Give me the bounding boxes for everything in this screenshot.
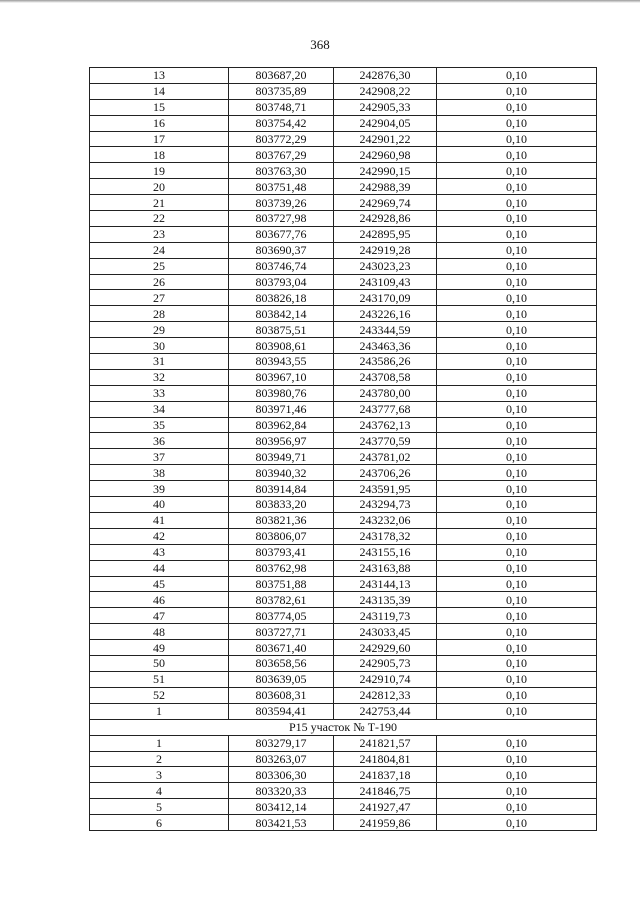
accuracy-cell: 0,10 [437, 258, 597, 274]
table-row [90, 512, 597, 528]
x-coordinate-cell: 803263,07 [229, 751, 334, 767]
y-coordinate-cell: 243463,36 [334, 338, 437, 354]
accuracy-cell: 0,10 [437, 354, 597, 370]
table-row [90, 226, 597, 242]
x-coordinate-cell: 803751,48 [229, 179, 334, 195]
x-coordinate-cell: 803754,42 [229, 115, 334, 131]
table-row [90, 211, 597, 227]
table-row [90, 99, 597, 115]
point-number-cell: 21 [90, 195, 229, 211]
y-coordinate-cell: 242905,33 [334, 99, 437, 115]
point-number-cell: 31 [90, 354, 229, 370]
y-coordinate-cell: 243170,09 [334, 290, 437, 306]
y-coordinate-cell: 241837,18 [334, 767, 437, 783]
point-number-cell: 27 [90, 290, 229, 306]
accuracy-cell: 0,10 [437, 640, 597, 656]
x-coordinate-cell: 803608,31 [229, 687, 334, 703]
x-coordinate-cell: 803671,40 [229, 640, 334, 656]
accuracy-cell: 0,10 [437, 767, 597, 783]
accuracy-cell: 0,10 [437, 576, 597, 592]
y-coordinate-cell: 243178,32 [334, 528, 437, 544]
y-coordinate-cell: 243708,58 [334, 369, 437, 385]
table-row [90, 640, 597, 656]
accuracy-cell: 0,10 [437, 592, 597, 608]
y-coordinate-cell: 241959,86 [334, 815, 437, 831]
point-number-cell: 51 [90, 671, 229, 687]
point-number-cell: 33 [90, 385, 229, 401]
table-row [90, 417, 597, 433]
x-coordinate-cell: 803687,20 [229, 68, 334, 84]
x-coordinate-cell: 803639,05 [229, 671, 334, 687]
point-number-cell: 6 [90, 815, 229, 831]
x-coordinate-cell: 803956,97 [229, 433, 334, 449]
x-coordinate-cell: 803949,71 [229, 449, 334, 465]
x-coordinate-cell: 803746,74 [229, 258, 334, 274]
accuracy-cell: 0,10 [437, 449, 597, 465]
point-number-cell: 29 [90, 322, 229, 338]
y-coordinate-cell: 242929,60 [334, 640, 437, 656]
y-coordinate-cell: 243119,73 [334, 608, 437, 624]
accuracy-cell: 0,10 [437, 195, 597, 211]
table-row [90, 401, 597, 417]
y-coordinate-cell: 242753,44 [334, 703, 437, 719]
x-coordinate-cell: 803763,30 [229, 163, 334, 179]
accuracy-cell: 0,10 [437, 147, 597, 163]
x-coordinate-cell: 803842,14 [229, 306, 334, 322]
y-coordinate-cell: 242905,73 [334, 655, 437, 671]
table-row [90, 481, 597, 497]
y-coordinate-cell: 243033,45 [334, 624, 437, 640]
point-number-cell: 1 [90, 703, 229, 719]
point-number-cell: 47 [90, 608, 229, 624]
x-coordinate-cell: 803677,76 [229, 226, 334, 242]
x-coordinate-cell: 803421,53 [229, 815, 334, 831]
point-number-cell: 35 [90, 417, 229, 433]
accuracy-cell: 0,10 [437, 163, 597, 179]
y-coordinate-cell: 242895,95 [334, 226, 437, 242]
point-number-cell: 4 [90, 783, 229, 799]
point-number-cell: 15 [90, 99, 229, 115]
accuracy-cell: 0,10 [437, 560, 597, 576]
table-row [90, 655, 597, 671]
point-number-cell: 46 [90, 592, 229, 608]
accuracy-cell: 0,10 [437, 369, 597, 385]
x-coordinate-cell: 803751,88 [229, 576, 334, 592]
x-coordinate-cell: 803914,84 [229, 481, 334, 497]
x-coordinate-cell: 803793,04 [229, 274, 334, 290]
table-row [90, 147, 597, 163]
y-coordinate-cell: 243706,26 [334, 465, 437, 481]
page-number: 368 [310, 37, 330, 52]
accuracy-cell: 0,10 [437, 465, 597, 481]
table-row [90, 274, 597, 290]
accuracy-cell: 0,10 [437, 401, 597, 417]
y-coordinate-cell: 243591,95 [334, 481, 437, 497]
x-coordinate-cell: 803735,89 [229, 83, 334, 99]
x-coordinate-cell: 803782,61 [229, 592, 334, 608]
accuracy-cell: 0,10 [437, 608, 597, 624]
y-coordinate-cell: 243226,16 [334, 306, 437, 322]
accuracy-cell: 0,10 [437, 671, 597, 687]
point-number-cell: 48 [90, 624, 229, 640]
y-coordinate-cell: 241804,81 [334, 751, 437, 767]
accuracy-cell: 0,10 [437, 211, 597, 227]
table-row [90, 671, 597, 687]
table-row [90, 799, 597, 815]
point-number-cell: 37 [90, 449, 229, 465]
point-number-cell: 42 [90, 528, 229, 544]
table-row [90, 290, 597, 306]
x-coordinate-cell: 803412,14 [229, 799, 334, 815]
point-number-cell: 40 [90, 497, 229, 513]
y-coordinate-cell: 242990,15 [334, 163, 437, 179]
accuracy-cell: 0,10 [437, 115, 597, 131]
y-coordinate-cell: 243586,26 [334, 354, 437, 370]
point-number-cell: 23 [90, 226, 229, 242]
accuracy-cell: 0,10 [437, 735, 597, 751]
point-number-cell: 19 [90, 163, 229, 179]
accuracy-cell: 0,10 [437, 83, 597, 99]
x-coordinate-cell: 803971,46 [229, 401, 334, 417]
point-number-cell: 26 [90, 274, 229, 290]
y-coordinate-cell: 243144,13 [334, 576, 437, 592]
y-coordinate-cell: 242901,22 [334, 131, 437, 147]
table-row [90, 369, 597, 385]
point-number-cell: 34 [90, 401, 229, 417]
y-coordinate-cell: 243762,13 [334, 417, 437, 433]
point-number-cell: 52 [90, 687, 229, 703]
accuracy-cell: 0,10 [437, 528, 597, 544]
accuracy-cell: 0,10 [437, 687, 597, 703]
table-row [90, 576, 597, 592]
x-coordinate-cell: 803943,55 [229, 354, 334, 370]
point-number-cell: 14 [90, 83, 229, 99]
accuracy-cell: 0,10 [437, 131, 597, 147]
accuracy-cell: 0,10 [437, 624, 597, 640]
table-row [90, 338, 597, 354]
point-number-cell: 38 [90, 465, 229, 481]
accuracy-cell: 0,10 [437, 655, 597, 671]
x-coordinate-cell: 803833,20 [229, 497, 334, 513]
table-row [90, 242, 597, 258]
point-number-cell: 39 [90, 481, 229, 497]
table-row [90, 735, 597, 751]
point-number-cell: 24 [90, 242, 229, 258]
point-number-cell: 22 [90, 211, 229, 227]
scan-top-edge [0, 0, 640, 3]
coordinates-table [89, 67, 597, 831]
table-row [90, 322, 597, 338]
y-coordinate-cell: 241846,75 [334, 783, 437, 799]
y-coordinate-cell: 243232,06 [334, 512, 437, 528]
x-coordinate-cell: 803767,29 [229, 147, 334, 163]
y-coordinate-cell: 243135,39 [334, 592, 437, 608]
y-coordinate-cell: 243780,00 [334, 385, 437, 401]
accuracy-cell: 0,10 [437, 68, 597, 84]
x-coordinate-cell: 803806,07 [229, 528, 334, 544]
accuracy-cell: 0,10 [437, 306, 597, 322]
accuracy-cell: 0,10 [437, 385, 597, 401]
table-row [90, 83, 597, 99]
point-number-cell: 41 [90, 512, 229, 528]
accuracy-cell: 0,10 [437, 799, 597, 815]
y-coordinate-cell: 242908,22 [334, 83, 437, 99]
table-row [90, 354, 597, 370]
accuracy-cell: 0,10 [437, 703, 597, 719]
table-row [90, 815, 597, 831]
coordinates-table-body [90, 68, 597, 831]
y-coordinate-cell: 243781,02 [334, 449, 437, 465]
accuracy-cell: 0,10 [437, 338, 597, 354]
table-row [90, 783, 597, 799]
y-coordinate-cell: 242928,86 [334, 211, 437, 227]
table-row [90, 751, 597, 767]
y-coordinate-cell: 242812,33 [334, 687, 437, 703]
x-coordinate-cell: 803727,71 [229, 624, 334, 640]
table-row [90, 385, 597, 401]
accuracy-cell: 0,10 [437, 815, 597, 831]
point-number-cell: 32 [90, 369, 229, 385]
accuracy-cell: 0,10 [437, 274, 597, 290]
y-coordinate-cell: 243344,59 [334, 322, 437, 338]
point-number-cell: 5 [90, 799, 229, 815]
table-row [90, 163, 597, 179]
accuracy-cell: 0,10 [437, 242, 597, 258]
accuracy-cell: 0,10 [437, 481, 597, 497]
accuracy-cell: 0,10 [437, 226, 597, 242]
x-coordinate-cell: 803826,18 [229, 290, 334, 306]
accuracy-cell: 0,10 [437, 322, 597, 338]
table-row [90, 195, 597, 211]
x-coordinate-cell: 803821,36 [229, 512, 334, 528]
y-coordinate-cell: 243109,43 [334, 274, 437, 290]
x-coordinate-cell: 803690,37 [229, 242, 334, 258]
section-title: Р15 участок № Т-190 [90, 719, 597, 735]
accuracy-cell: 0,10 [437, 497, 597, 513]
x-coordinate-cell: 803594,41 [229, 703, 334, 719]
table-row [90, 433, 597, 449]
point-number-cell: 49 [90, 640, 229, 656]
accuracy-cell: 0,10 [437, 512, 597, 528]
y-coordinate-cell: 243155,16 [334, 544, 437, 560]
accuracy-cell: 0,10 [437, 433, 597, 449]
point-number-cell: 16 [90, 115, 229, 131]
x-coordinate-cell: 803962,84 [229, 417, 334, 433]
y-coordinate-cell: 242910,74 [334, 671, 437, 687]
y-coordinate-cell: 242960,98 [334, 147, 437, 163]
table-row [90, 68, 597, 84]
point-number-cell: 17 [90, 131, 229, 147]
y-coordinate-cell: 243023,23 [334, 258, 437, 274]
point-number-cell: 1 [90, 735, 229, 751]
point-number-cell: 44 [90, 560, 229, 576]
table-row [90, 497, 597, 513]
x-coordinate-cell: 803727,98 [229, 211, 334, 227]
y-coordinate-cell: 243294,73 [334, 497, 437, 513]
x-coordinate-cell: 803967,10 [229, 369, 334, 385]
point-number-cell: 36 [90, 433, 229, 449]
x-coordinate-cell: 803279,17 [229, 735, 334, 751]
point-number-cell: 43 [90, 544, 229, 560]
y-coordinate-cell: 242919,28 [334, 242, 437, 258]
y-coordinate-cell: 242876,30 [334, 68, 437, 84]
x-coordinate-cell: 803908,61 [229, 338, 334, 354]
table-row [90, 465, 597, 481]
y-coordinate-cell: 243163,88 [334, 560, 437, 576]
accuracy-cell: 0,10 [437, 783, 597, 799]
x-coordinate-cell: 803980,76 [229, 385, 334, 401]
table-row [90, 767, 597, 783]
x-coordinate-cell: 803748,71 [229, 99, 334, 115]
point-number-cell: 28 [90, 306, 229, 322]
table-row [90, 544, 597, 560]
x-coordinate-cell: 803658,56 [229, 655, 334, 671]
point-number-cell: 2 [90, 751, 229, 767]
point-number-cell: 45 [90, 576, 229, 592]
point-number-cell: 18 [90, 147, 229, 163]
x-coordinate-cell: 803320,33 [229, 783, 334, 799]
x-coordinate-cell: 803793,41 [229, 544, 334, 560]
table-row [90, 528, 597, 544]
y-coordinate-cell: 242988,39 [334, 179, 437, 195]
accuracy-cell: 0,10 [437, 99, 597, 115]
point-number-cell: 50 [90, 655, 229, 671]
section-header-row [90, 719, 597, 735]
y-coordinate-cell: 243770,59 [334, 433, 437, 449]
point-number-cell: 30 [90, 338, 229, 354]
x-coordinate-cell: 803940,32 [229, 465, 334, 481]
x-coordinate-cell: 803762,98 [229, 560, 334, 576]
table-row [90, 608, 597, 624]
y-coordinate-cell: 243777,68 [334, 401, 437, 417]
point-number-cell: 20 [90, 179, 229, 195]
accuracy-cell: 0,10 [437, 544, 597, 560]
y-coordinate-cell: 241821,57 [334, 735, 437, 751]
y-coordinate-cell: 242904,05 [334, 115, 437, 131]
x-coordinate-cell: 803306,30 [229, 767, 334, 783]
y-coordinate-cell: 242969,74 [334, 195, 437, 211]
accuracy-cell: 0,10 [437, 751, 597, 767]
table-row [90, 115, 597, 131]
y-coordinate-cell: 241927,47 [334, 799, 437, 815]
accuracy-cell: 0,10 [437, 290, 597, 306]
table-row [90, 703, 597, 719]
table-row [90, 449, 597, 465]
table-row [90, 131, 597, 147]
x-coordinate-cell: 803772,29 [229, 131, 334, 147]
point-number-cell: 13 [90, 68, 229, 84]
table-row [90, 592, 597, 608]
point-number-cell: 3 [90, 767, 229, 783]
table-row [90, 560, 597, 576]
accuracy-cell: 0,10 [437, 417, 597, 433]
x-coordinate-cell: 803875,51 [229, 322, 334, 338]
table-row [90, 624, 597, 640]
x-coordinate-cell: 803739,26 [229, 195, 334, 211]
table-row [90, 179, 597, 195]
x-coordinate-cell: 803774,05 [229, 608, 334, 624]
table-row [90, 687, 597, 703]
table-row [90, 306, 597, 322]
point-number-cell: 25 [90, 258, 229, 274]
table-row [90, 258, 597, 274]
accuracy-cell: 0,10 [437, 179, 597, 195]
